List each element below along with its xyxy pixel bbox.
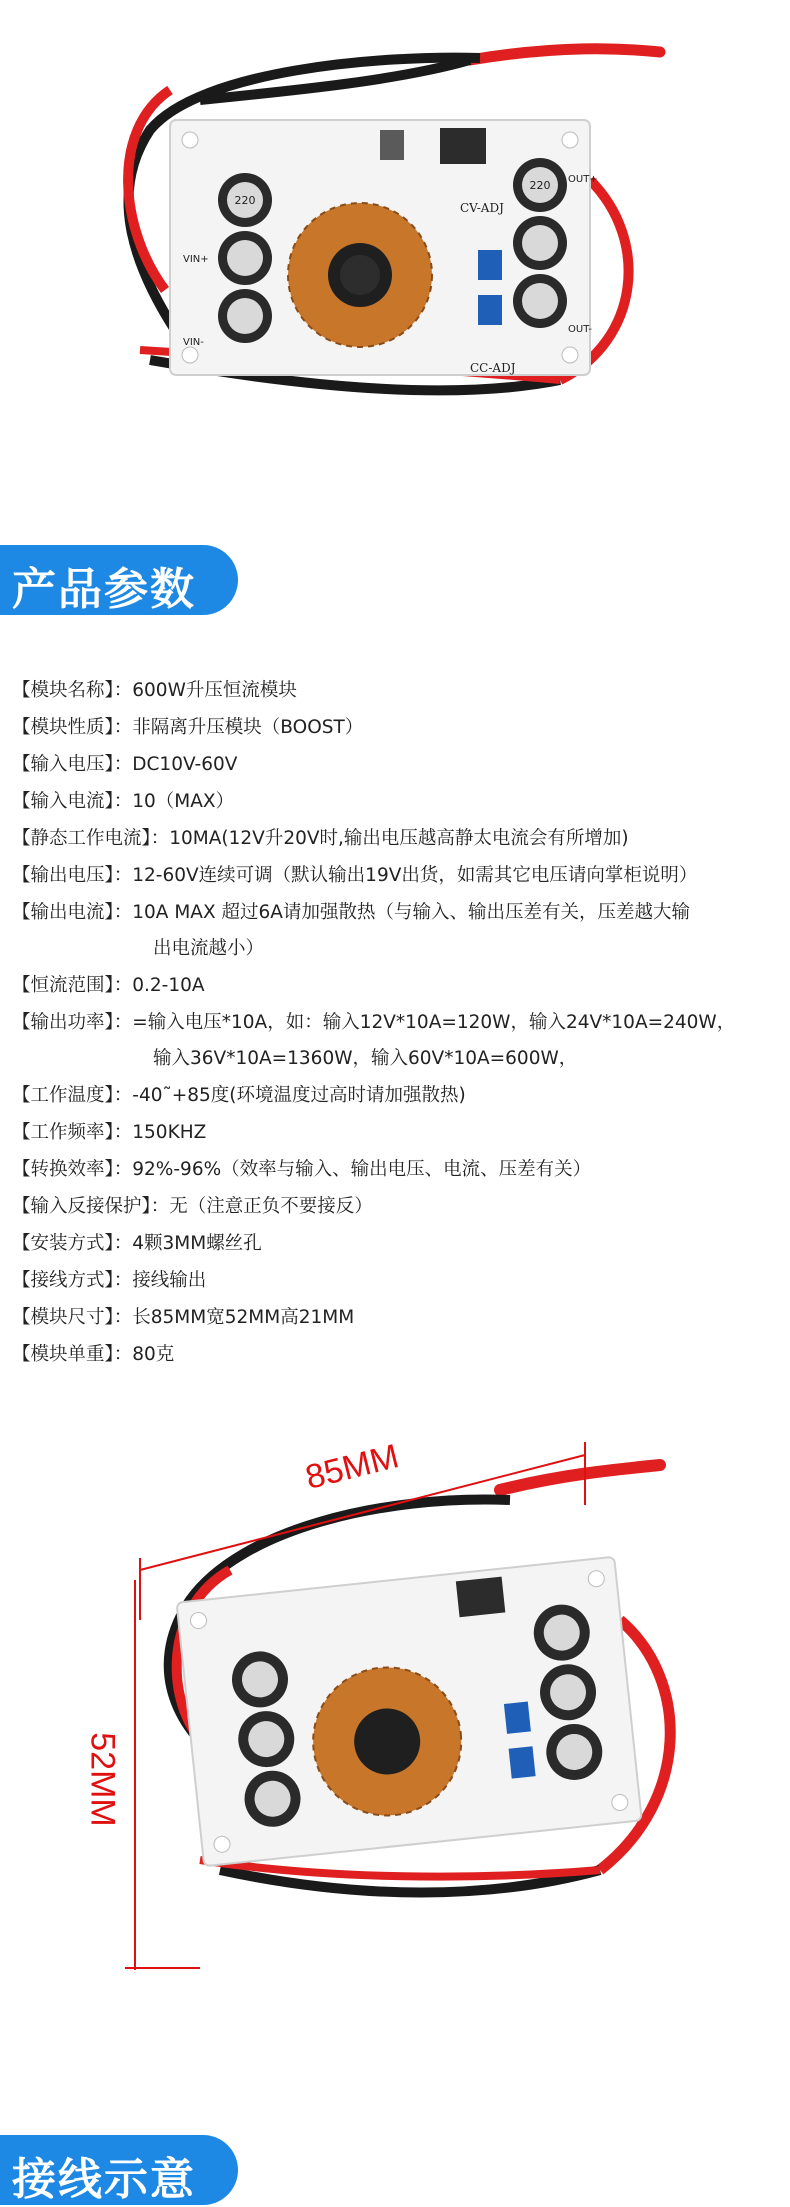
cap-label: 220 — [234, 194, 256, 207]
out-minus-label: OUT- — [568, 324, 592, 335]
toroid-inductor — [288, 203, 432, 347]
spec-label: 【安装方式】： — [12, 1233, 133, 1254]
spec-row — [12, 894, 782, 931]
spec-label: 【恒流范围】： — [12, 975, 133, 996]
spec-value: 10A MAX 超过6A请加强散热（与输入、输出压差有关，压差越大输 — [132, 902, 690, 923]
vin-plus-label: VIN+ — [183, 254, 209, 265]
product-photo-dimensions — [0, 1420, 790, 2040]
spec-row — [12, 746, 782, 783]
out-plus-label: OUT+ — [568, 174, 598, 185]
spec-value: 10MA(12V升20V时,输出电压越高静太电流会有所增加) — [169, 828, 629, 849]
spec-row — [12, 857, 782, 894]
spec-value: 150KHZ — [132, 1122, 207, 1143]
spec-row — [12, 1188, 782, 1225]
spec-value: -40˜+85度(环境温度过高时请加强散热) — [132, 1085, 466, 1106]
cap-label: 220 — [529, 179, 551, 192]
spec-value: 80克 — [132, 1344, 175, 1365]
spec-row — [12, 1336, 782, 1373]
spec-value-continued: 出电流越小） — [153, 938, 265, 959]
spec-value: 非隔离升压模块（BOOST） — [132, 717, 364, 738]
spec-row — [12, 709, 782, 746]
spec-value: 长85MM宽52MM高21MM — [132, 1307, 355, 1328]
spec-label: 【转换效率】： — [12, 1159, 133, 1180]
spec-row — [12, 672, 782, 709]
spec-value: 0.2-10A — [132, 975, 205, 996]
spec-label: 【工作温度】： — [12, 1085, 133, 1106]
spec-row — [12, 1004, 782, 1041]
section-banner-specs — [0, 545, 238, 615]
spec-value: 无（注意正负不要接反） — [169, 1196, 373, 1217]
spec-label: 【输入反接保护】： — [12, 1196, 170, 1217]
spec-label: 【输出功率】： — [12, 1012, 133, 1033]
spec-row — [12, 820, 782, 857]
cc-adj-label: CC-ADJ — [470, 361, 516, 375]
spec-label: 【模块尺寸】： — [12, 1307, 133, 1328]
spec-label: 【工作频率】： — [12, 1122, 133, 1143]
spec-row — [12, 1299, 782, 1336]
dimension-width-label: 52MM — [83, 1732, 122, 1827]
trimpot-cc — [478, 295, 502, 325]
spec-value: 4颗3MM螺丝孔 — [132, 1233, 262, 1254]
spec-value: 600W升压恒流模块 — [132, 680, 297, 701]
spec-label: 【模块名称】： — [12, 680, 133, 701]
spec-row — [12, 1151, 782, 1188]
spec-label: 【接线方式】： — [12, 1270, 133, 1291]
dimension-length-label: 85MM — [301, 1437, 403, 1497]
spec-value: 10（MAX） — [132, 791, 235, 812]
spec-row — [12, 1077, 782, 1114]
spec-row — [12, 1225, 782, 1262]
spec-value: DC10V-60V — [132, 754, 238, 775]
spec-label: 【静态工作电流】： — [12, 828, 170, 849]
section-title: 接线示意 — [12, 2154, 196, 2205]
section-title: 产品参数 — [12, 564, 196, 615]
spec-value: 12-60V连续可调（默认输出19V出货，如需其它电压请向掌柜说明） — [132, 865, 698, 886]
product-photo-top — [0, 0, 790, 520]
ic-chip — [440, 128, 486, 164]
spec-label: 【输出电压】： — [12, 865, 133, 886]
spec-label: 【输出电流】： — [12, 902, 133, 923]
spec-label: 【输入电流】： — [12, 791, 133, 812]
spec-row — [12, 783, 782, 820]
spec-row — [12, 1114, 782, 1151]
spec-row — [12, 1262, 782, 1299]
spec-value: 92%-96%（效率与输入、输出电压、电流、压差有关） — [132, 1159, 592, 1180]
spec-label: 【输入电压】： — [12, 754, 133, 775]
cv-adj-label: CV-ADJ — [460, 201, 504, 215]
section-banner-wiring — [0, 2135, 238, 2205]
vin-minus-label: VIN- — [183, 337, 204, 348]
spec-label: 【模块单重】： — [12, 1344, 133, 1365]
trimpot-cv — [478, 250, 502, 280]
spec-label: 【模块性质】： — [12, 717, 133, 738]
spec-list — [12, 672, 782, 1373]
pcb-board — [177, 1557, 642, 1867]
spec-value: =输入电压*10A，如：输入12V*10A=120W，输入24V*10A=240W， — [132, 1012, 736, 1033]
spec-row — [12, 967, 782, 1004]
spec-value-continued: 输入36V*10A=1360W，输入60V*10A=600W， — [153, 1048, 578, 1069]
spec-value: 接线输出 — [132, 1270, 207, 1291]
